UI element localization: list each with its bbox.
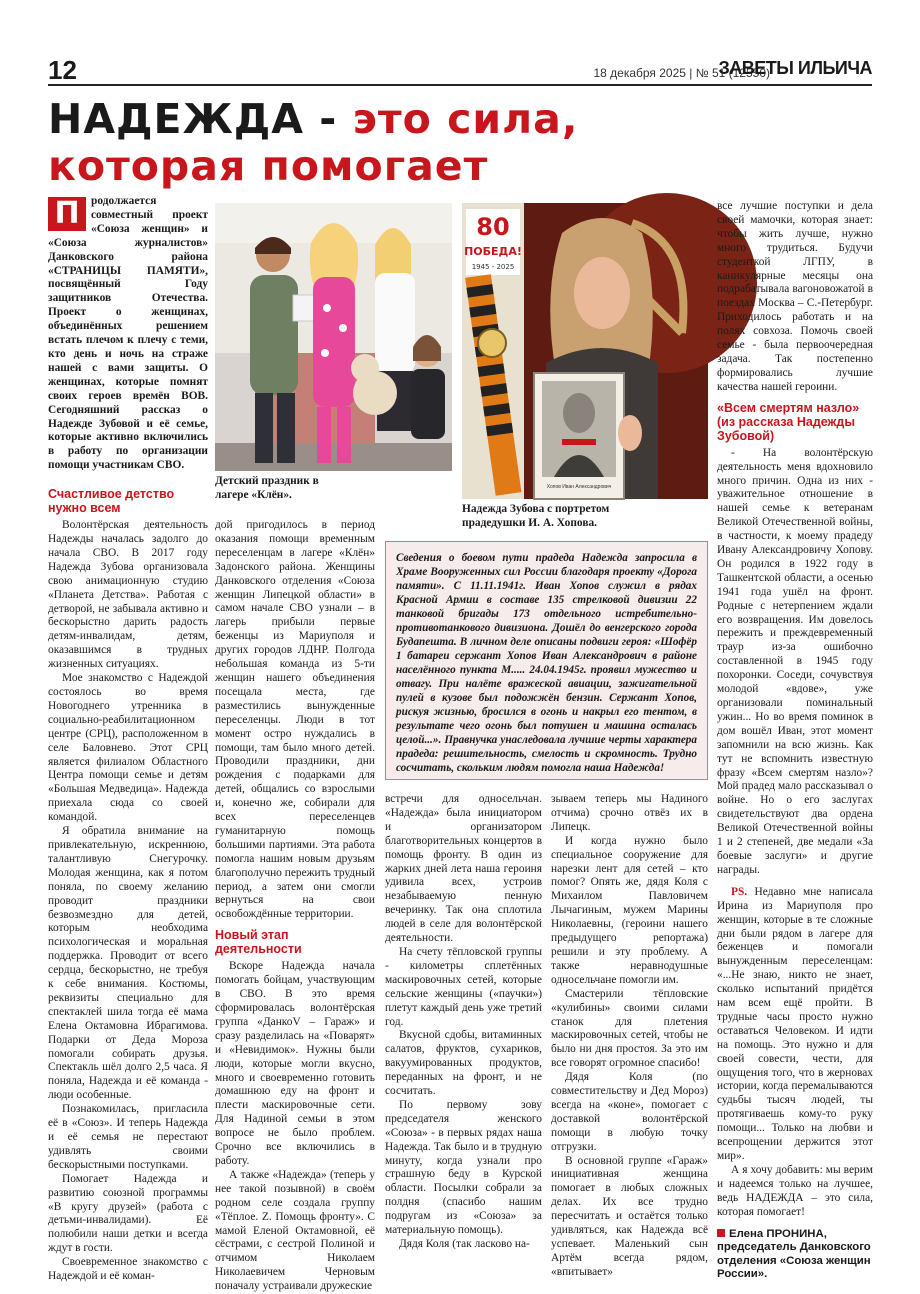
- paragraph: Вскоре Надежда начала помогать бойцам, участвующим в СВО. В это время сформировалась волонтёрская группа «ДанкоV – Гараж» и сразу разделилась на «Поварят» и «Невидимок». Нужны были люди, которые могли вкусно, много и своевременно готовить домашнюю еду на фронт и плести маскировочные сети. Для Надиной семьи в этом вопросе не было проблем. Срочно все включились в работу.: [215, 960, 375, 1167]
- lead-paragraph: [48, 195, 208, 473]
- paragraph: Я обратила внимание на привлекательную, искреннюю, талантливую Снегурочку. Молодая женщина, как я потом поняла, по своему желанию проводит праздники безвозмездно для детей, которым необходима психологическая и моральная поддержка. Проводит от всего сердца, бескорыстно, не требуя к себе внимания. Костюмы, реквизиты специально для спектаклей шила тогда её мама Елена Октамовна Ибрагимова. Подарки от Деда Мороза помогали собирать друзья. Спектакль шёл долго 2,5 часа. Я поняла, Надежда и её команда - люди особенные.: [48, 825, 208, 1102]
- paragraph: Дядя Коля (по совместительству и Дед Мороз) всегда на «коне», помогает с доставкой волонтёрской помощи в любую точку отгрузки.: [551, 1071, 708, 1153]
- drop-cap: П: [48, 197, 86, 231]
- paragraph: Вкусной сдобы, витаминных салатов, фруктов, сухариков, вакуумированных продуктов, переданных на фронт, и не сосчитать.: [385, 1029, 542, 1098]
- portrait-label: Хопов Иван Александрович: [546, 484, 612, 490]
- paragraph: Волонтёрская деятельность Надежды началась задолго до начала СВО. В 2017 году Надежда Зубова организовала свою анимационную студию «Планета Детства». Работая с детворой, не забывала активно и бескорыстно дарить радость детям-инвалидам, детям, оказавшимся в трудных жизненных ситуациях.: [48, 519, 208, 671]
- signature-text: Елена ПРОНИНА, председатель Данковского отделения «Союза женщин России».: [717, 1227, 871, 1281]
- paragraph: Дядя Коля (так ласково на-: [399, 1238, 530, 1250]
- paragraph: Мое знакомство с Надеждой состоялось во время Новогоднего утренника в социально-реабилитационном центре (СРЦ), расположенном в селе Баловнево. Этот СРЦ является филиалом Областного Центра помощи семье и детям «Большая Медведица». Надежда приехала сюда со своей командой.: [48, 672, 208, 824]
- paragraph: зываем теперь мы Надиного отчима) срочно отвёз их в Липецк.: [551, 793, 708, 833]
- paragraph: А я хочу добавить: мы верим и надеемся только на лучшее, ведь НАДЕЖДА – это сила, которая помогает!: [717, 1163, 873, 1218]
- subheading-despite-all-deaths: «Всем смертям назло» (из рассказа Надежды Зубовой): [717, 400, 860, 443]
- banner-text: ПОБЕДА!: [464, 245, 522, 258]
- highlight-box-combat-record: [385, 541, 708, 780]
- headline-part-3: которая помогает: [48, 142, 489, 190]
- column-3: [385, 793, 542, 1250]
- ps-mark: PS.: [731, 885, 748, 898]
- paragraph: дой пригодилось в период оказания помощи временным переселенцам в лагере «Клён» Задонского района. Женщины Данковского отделения «Союза женщин Липецкой области» в самом начале СВО узнали – в лагерь прибыли первые беженцы из Мариуполя и других городов ЛДНР. Полгода небольшая команда из 5-ти женщин нашего объединения посещала места, где разместились вынужденные переселенцы. Люди в тот момент остро нуждались в помощи, там было много детей. Проводили праздники, дни рождения с подарками для детей, общались со взрослыми и, конечно же, собирали для всех переселенцев гуманитарную помощь большими партиями. Эта работа помогла нашим новым друзьям благополучно пережить трудный период, а затем они смогли вернуться на свои освобождённые территории.: [215, 519, 375, 921]
- red-square-icon: [717, 1229, 725, 1237]
- paragraph: - На волонтёрскую деятельность меня вдохновило много причин. Одна из них - уважительное отношение в нашей семье к ветеранам Великой Отечественной войны, в частности, к моему прадеду Ивану Александровичу Хопову. Он родился в 1922 году в Ташкентской области, а осенью 1941 года ушёл на фронт. Родные с нетерпением ждали его возвращения. Им довелось пережить и преждевременный траур из-за ошибочно составленной в 1945 году похоронки. Соседи, сочувствуя молодой «вдове», уже организовали поминальный ужин... Но во время поминок в дом вошёл Иван, этот момент запомнили на всю жизнь. Как тут не вспомнить известную фразу «Всем смертям назло»? Мой прадед мало рассказывал о войне. Но о его заслугах свидетельствуют два ордена Великой Отечественной войны 1 и 2 степеней, две медали «За боевые заслуги» и другие награды.: [717, 446, 873, 876]
- paragraph: Познакомилась, пригласила её в «Союз». И теперь Надежда и её семья не перестают удивлять своими бескорыстными поступками.: [48, 1103, 208, 1171]
- photo-children-party-caption: Детский праздник в лагере «Клён».: [215, 475, 319, 501]
- paragraph: На счету тёпловской группы - километры сплетённых маскировочных сетей, которые сельские женщины («паучки») плетут каждый день уже третий год.: [385, 945, 542, 1028]
- issue-date: 18 декабря 2025 | № 51 (12550): [593, 66, 770, 80]
- paragraph: По первому зову председателя женского «Союза» - в первых рядах наша Надежда. Так было и в трудную минуту, когда узнали про страшную беду в Курской области. Посылки собрали за полдня (спасибо нашим подругам из «Союза» за материальную помощь).: [385, 1098, 542, 1237]
- paragraph: все лучшие поступки и дела своей мамочки, которая знает: чтобы жить лучше, нужно много трудиться. Будучи студенткой ЛГПУ, в каникулярные месяцы она подрабатывала вагоновожатой в поездах Москва – С.-Петербург. Приходилось работать и на полях совхоза. Помочь своей семье - была первоочередная задача. Так постепенно формировались лучшие качества нашей героини.: [717, 200, 873, 393]
- column-5: [717, 200, 873, 1281]
- column-2: [215, 519, 375, 1293]
- author-signature: [717, 1228, 873, 1282]
- paragraph: Помогает Надежда и развитию союзной программы «В кругу друзей» (работа с детьми-инвалидами). Её полюбили наши детки и всегда ждут в гости.: [48, 1172, 208, 1255]
- headline-part-1: НАДЕЖДА -: [48, 95, 353, 143]
- paragraph-ps: [717, 886, 873, 1164]
- paragraph: встречи для односельчан. «Надежда» была инициатором и организатором благотворительных концертов в помощь фронту. В один из жарких дней лета наша героиня удивила всех, устроив незабываемую пенную вечеринку. Так она сплотила людей в селе для волонтёрской деятельности.: [385, 793, 542, 945]
- subheading-happy-childhood: Счастливое детство нужно всем: [48, 487, 175, 516]
- photo-nadezhda-portrait: [462, 203, 708, 499]
- highlight-box-text: Сведения о боевом пути прадеда Надежда запросила в Храме Вооруженных сил России благодаря проекту «Дорога памяти». С 11.11.1941г. Иван Хопов служил в рядах Красной Армии в составе 135 стрелковой дивизии 22 танковой бригады 173 отдельного истребительно-противотанкового дивизиона. Дошёл до венгерского города Будапешта. В личном деле описаны подвиги героя: «Шофёр 1 батареи сержант Хопов Иван Александрович в районе населённого пункта М..... 24.04.1945г. проявил мужество и отвагу. При налёте вражеской авиации, зажигательной пулей в кузове был подожжён бензин. Сержант Хопов, рискуя жизнью, бросился в огонь и накрыл его тентом, в результате чего огонь был потушен и машина осталась целой...». Правнучка унаследовала лучшие черты характера прадеда: решительность, смелость и скромность. Трудно сосчитать, скольким людям помогла наша Надежда!: [396, 552, 697, 774]
- lead-text: родолжается совместный проект «Союза женщин» и «Союза журналистов» Данковского района «СТРАНИЦЫ ПАМЯТИ», посвящённый Году защитников Отечества. Проект о женщинах, объединённых решением встать плечом к плечу с теми, кто день и ночь на страже нашей с вами защиты. О женщинах, которые помнят своих героев времён ВОВ. Сегодняшний рассказ о Надежде Зубовой и её семье, которые активно включились в работу по организации помощи участникам СВО.: [48, 195, 208, 472]
- photo-nadezhda-portrait-caption: Надежда Зубова с портретом прадедушки И. А. Хопова.: [462, 503, 610, 529]
- headline-part-2: это сила,: [352, 95, 579, 143]
- paragraph: В основной группе «Гараж» инициативная женщина помогает в любых сложных делах. Их все трудно пересчитать и остаётся только удивляться, как Надежда всё успевает. Маленький сын Артём всегда рядом, «впитывает»: [551, 1154, 708, 1278]
- banner-number: 80: [476, 213, 510, 241]
- column-4: [551, 793, 708, 1278]
- ps-text: Недавно мне написала Ирина из Мариуполя про женщин, которые в те сложные дни были рядом в лагере для беженцев и помогали вынужденным переселенцам: «...Не знаю, никто не знает, сколько испытаний придётся нам всем ещё пройти. В трудные часы просто нужно оставаться Человеком. И идти на помощь. Это нужно и для своей совести, чести, для ощущения того, что в жерновах истории, когда перемалываются судьбы тысяч людей, ты протягиваешь кому-то руку помощи... Только на любви и всепрощении держится этот мир».: [717, 885, 873, 1162]
- paragraph: Смастерили тёпловские «кулибины» своими силами станок для плетения маскировочных сетей, чтобы не было ни дня простоя. За это им все говорят огромное спасибо!: [551, 987, 708, 1070]
- column-1: [48, 195, 208, 1283]
- banner-years: 1945 - 2025: [471, 263, 515, 271]
- paragraph: А также «Надежда» (теперь у нее такой позывной) в своём родном селе создала группу «Тёплое. Z. Помощь фронту». С мамой Еленой Октамовной, её сёстрами, с сестрой Полиной и отчимом Николаем Николаевичем Черновым поначалу устраивали дружеские: [215, 1168, 375, 1293]
- page-number: 12: [48, 55, 77, 85]
- page-header: [48, 56, 872, 86]
- photo-children-party: [215, 203, 452, 471]
- paragraph: Своевременное знакомство с Надеждой и её коман-: [48, 1256, 208, 1283]
- newspaper-title: ЗАВЕТЫ ИЛЬИЧА: [718, 58, 872, 78]
- article-headline: [48, 96, 868, 190]
- photo-children-party-image: [215, 203, 452, 471]
- subheading-new-stage: Новый этап деятельности: [215, 928, 302, 957]
- photo-nadezhda-portrait-image: [462, 203, 708, 499]
- paragraph: И когда нужно было специальное сооружение для нарезки лент для сетей – кто помог? Опять же, дядя Коля с Михаилом Павловичем Лычагиным, мужем Марины Николаевны, (героини нашего предыдущего репортажа) решили и эту проблему. А также неравнодушные односельчане помогли им.: [551, 834, 708, 986]
